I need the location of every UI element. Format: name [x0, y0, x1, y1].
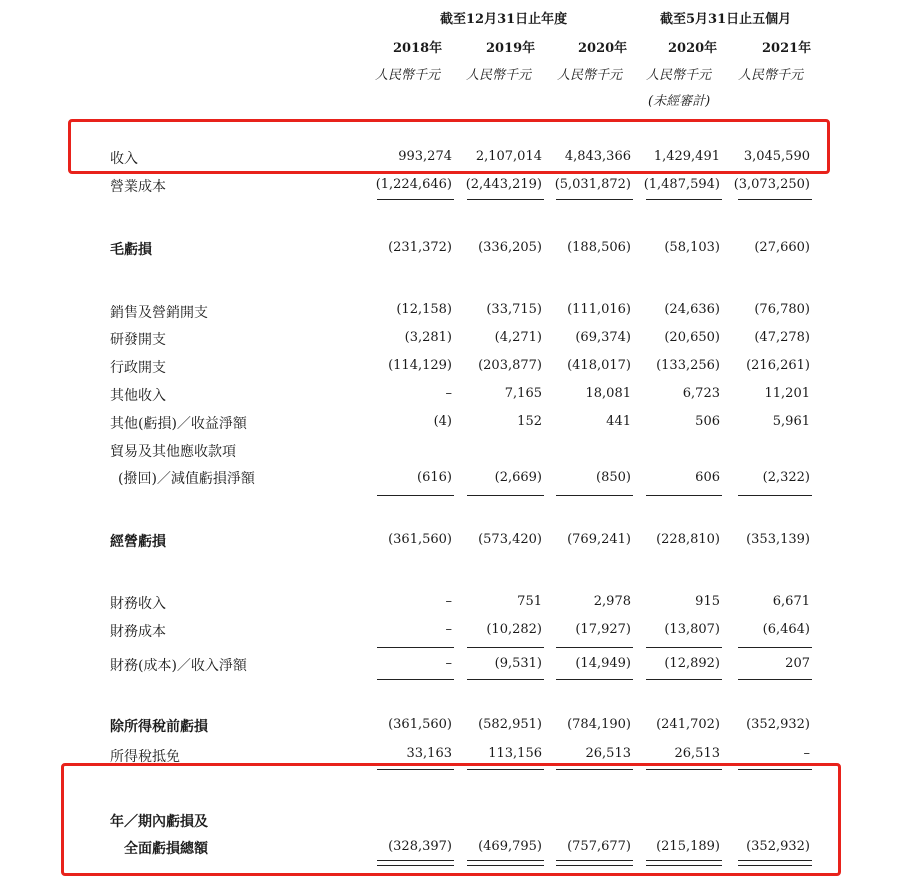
cell-row0-col0: 993,274	[398, 149, 452, 164]
cell-row7-col2: 441	[606, 414, 631, 429]
cell-row12-col0: –	[445, 622, 452, 637]
underline-0-col2	[556, 199, 633, 200]
cell-row6-col4: 11,201	[764, 386, 810, 401]
cell-row7-col0: (4)	[433, 414, 452, 429]
row-label-receivables: 貿易及其他應收款項	[110, 444, 236, 460]
cell-row13-col4: 207	[785, 656, 810, 671]
cell-row13-col2: (14,949)	[575, 656, 631, 671]
row-label-operating-loss: 經營虧損	[110, 534, 166, 550]
cell-row11-col2: 2,978	[593, 594, 631, 609]
cell-row2-col2: (188,506)	[567, 240, 631, 255]
year-2020: 2020年	[578, 41, 628, 56]
unit-2019: 人民幣千元	[466, 68, 532, 83]
unit-2020-five-months: 人民幣千元	[646, 68, 712, 83]
cell-row10-col3: (228,810)	[656, 532, 720, 547]
cell-row17-col2: (757,677)	[567, 839, 631, 854]
underline-3-col3	[646, 679, 722, 680]
cell-row14-col3: (241,702)	[656, 717, 720, 732]
row-label-finance-costs: 財務成本	[110, 624, 166, 640]
row-label-gross-loss: 毛虧損	[110, 242, 152, 258]
underline-3-col0	[377, 679, 454, 680]
row-label-other-gains: 其他(虧損)／收益淨額	[110, 416, 247, 432]
cell-row14-col0: (361,560)	[388, 717, 452, 732]
row-label-selling-expenses: 銷售及營銷開支	[110, 305, 208, 321]
underline-0-col3	[646, 199, 722, 200]
highlight-revenue-box	[68, 119, 830, 174]
underline-0-col0	[377, 199, 454, 200]
cell-row17-col1: (469,795)	[478, 839, 542, 854]
underline-3-col1	[467, 679, 544, 680]
header-five-months: 截至5月31日止五個月	[660, 12, 792, 27]
cell-row5-col0: (114,129)	[388, 358, 452, 373]
underline-0-col4	[738, 199, 812, 200]
cell-row9-col1: (2,669)	[494, 470, 542, 485]
unit-2018: 人民幣千元	[375, 68, 441, 83]
cell-row17-col3: (215,189)	[656, 839, 720, 854]
cell-row2-col4: (27,660)	[754, 240, 810, 255]
row-label-admin-expenses: 行政開支	[110, 360, 166, 376]
cell-row15-col3: 26,513	[674, 746, 720, 761]
cell-row6-col3: 6,723	[682, 386, 720, 401]
cell-row7-col4: 5,961	[772, 414, 810, 429]
row-label-total-comprehensive-loss: 全面虧損總額	[124, 841, 208, 857]
unaudited-note: (未經審計)	[648, 94, 711, 109]
underline-2-col4	[738, 647, 812, 648]
underline-1-col4	[738, 495, 812, 496]
cell-row3-col2: (111,016)	[567, 302, 631, 317]
cell-row3-col4: (76,780)	[754, 302, 810, 317]
unit-2020: 人民幣千元	[557, 68, 623, 83]
cell-row14-col1: (582,951)	[478, 717, 542, 732]
cell-row0-col2: 4,843,366	[564, 149, 631, 164]
cell-row15-col1: 113,156	[488, 746, 542, 761]
cell-row11-col1: 751	[517, 594, 542, 609]
cell-row10-col2: (769,241)	[567, 532, 631, 547]
cell-row10-col1: (573,420)	[478, 532, 542, 547]
cell-row1-col4: (3,073,250)	[733, 177, 810, 192]
underline-3-col2	[556, 679, 633, 680]
cell-row14-col4: (352,932)	[746, 717, 810, 732]
cell-row13-col0: –	[445, 656, 452, 671]
row-label-rnd-expenses: 研發開支	[110, 332, 166, 348]
cell-row13-col3: (12,892)	[664, 656, 720, 671]
cell-row1-col1: (2,443,219)	[465, 177, 542, 192]
underline-3-col4	[738, 679, 812, 680]
cell-row1-col2: (5,031,872)	[554, 177, 631, 192]
cell-row9-col0: (616)	[417, 470, 452, 485]
row-label-impairment: (撥回)／減值虧損淨額	[118, 471, 255, 487]
underline-1-col3	[646, 495, 722, 496]
row-label-other-income: 其他收入	[110, 388, 166, 404]
cell-row15-col4: –	[803, 746, 810, 761]
cell-row11-col4: 6,671	[772, 594, 810, 609]
cell-row6-col2: 18,081	[585, 386, 631, 401]
cell-row14-col2: (784,190)	[567, 717, 631, 732]
row-label-net-finance: 財務(成本)／收入淨額	[110, 658, 247, 674]
cell-row4-col1: (4,271)	[494, 330, 542, 345]
unit-2021-five-months: 人民幣千元	[738, 68, 804, 83]
cell-row5-col3: (133,256)	[656, 358, 720, 373]
row-label-finance-income: 財務收入	[110, 596, 166, 612]
cell-row17-col4: (352,932)	[746, 839, 810, 854]
cell-row3-col1: (33,715)	[486, 302, 542, 317]
cell-row12-col1: (10,282)	[486, 622, 542, 637]
cell-row15-col0: 33,163	[406, 746, 452, 761]
cell-row3-col3: (24,636)	[664, 302, 720, 317]
cell-row0-col3: 1,429,491	[653, 149, 720, 164]
row-label-cost-of-sales: 營業成本	[110, 179, 166, 195]
row-label-revenue: 收入	[110, 151, 138, 167]
cell-row7-col1: 152	[517, 414, 542, 429]
cell-row11-col3: 915	[695, 594, 720, 609]
cell-row15-col2: 26,513	[585, 746, 631, 761]
cell-row5-col2: (418,017)	[567, 358, 631, 373]
cell-row10-col4: (353,139)	[746, 532, 810, 547]
cell-row2-col3: (58,103)	[664, 240, 720, 255]
year-2018: 2018年	[393, 41, 443, 56]
cell-row13-col1: (9,531)	[494, 656, 542, 671]
row-label-loss-for-period: 年／期內虧損及	[110, 814, 208, 830]
cell-row6-col1: 7,165	[504, 386, 542, 401]
cell-row4-col0: (3,281)	[404, 330, 452, 345]
underline-1-col2	[556, 495, 633, 496]
cell-row1-col0: (1,224,646)	[375, 177, 452, 192]
cell-row9-col3: 606	[695, 470, 720, 485]
cell-row6-col0: –	[445, 386, 452, 401]
cell-row12-col3: (13,807)	[664, 622, 720, 637]
cell-row0-col1: 2,107,014	[475, 149, 542, 164]
cell-row9-col2: (850)	[596, 470, 631, 485]
cell-row17-col0: (328,397)	[388, 839, 452, 854]
cell-row0-col4: 3,045,590	[743, 149, 810, 164]
cell-row12-col2: (17,927)	[575, 622, 631, 637]
cell-row12-col4: (6,464)	[762, 622, 810, 637]
header-year-end: 截至12月31日止年度	[440, 12, 568, 27]
year-2020-five-months: 2020年	[668, 41, 718, 56]
cell-row7-col3: 506	[695, 414, 720, 429]
cell-row3-col0: (12,158)	[396, 302, 452, 317]
underline-2-col1	[467, 647, 544, 648]
cell-row11-col0: –	[445, 594, 452, 609]
cell-row2-col0: (231,372)	[388, 240, 452, 255]
year-2019: 2019年	[486, 41, 536, 56]
year-2021-five-months: 2021年	[762, 41, 812, 56]
underline-1-col1	[467, 495, 544, 496]
cell-row5-col4: (216,261)	[746, 358, 810, 373]
underline-2-col2	[556, 647, 633, 648]
cell-row4-col4: (47,278)	[754, 330, 810, 345]
cell-row4-col2: (69,374)	[575, 330, 631, 345]
row-label-income-tax-credit: 所得稅抵免	[110, 749, 180, 765]
cell-row1-col3: (1,487,594)	[643, 177, 720, 192]
cell-row10-col0: (361,560)	[388, 532, 452, 547]
cell-row5-col1: (203,877)	[478, 358, 542, 373]
cell-row2-col1: (336,205)	[478, 240, 542, 255]
cell-row4-col3: (20,650)	[664, 330, 720, 345]
cell-row9-col4: (2,322)	[762, 470, 810, 485]
underline-2-col3	[646, 647, 722, 648]
underline-0-col1	[467, 199, 544, 200]
row-label-loss-before-tax: 除所得稅前虧損	[110, 719, 208, 735]
underline-2-col0	[377, 647, 454, 648]
underline-1-col0	[377, 495, 454, 496]
highlight-total-loss-box	[61, 763, 841, 876]
